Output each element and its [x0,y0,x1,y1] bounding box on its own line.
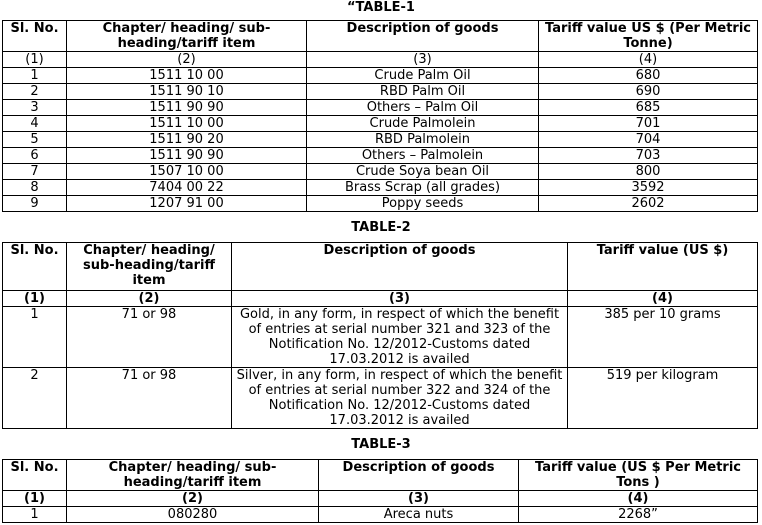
table-row [3,368,758,429]
tariff-value-cell: 701 [539,116,758,132]
table3-header-tariff: Tariff value (US $ Per Metric Tons ) [519,460,758,491]
description-cell: Silver, in any form, in respect of which the benefit of entries at serial number 322 and 324 of the Notification No. 12/2012-Customs dated 17.03.2012 is availed [232,368,568,429]
sl-no-cell: 2 [3,84,67,100]
tariff-value-cell: 704 [539,132,758,148]
tariff-value-cell: 2602 [539,196,758,212]
sl-no-cell: 9 [3,196,67,212]
table1 [2,20,758,212]
tariff-item-cell: 1511 90 10 [67,84,307,100]
tariff-value-cell: 800 [539,164,758,180]
table3-num-3: (3) [319,491,519,507]
tariff-value-cell: 703 [539,148,758,164]
tariff-value-cell: 680 [539,68,758,84]
description-cell: Others – Palmolein [307,148,539,164]
table3-header-chapter: Chapter/ heading/ sub-heading/tariff item [67,460,319,491]
table-row [3,196,758,212]
tariff-item-cell: 1207 91 00 [67,196,307,212]
description-cell: RBD Palm Oil [307,84,539,100]
tariff-item-cell: 1511 90 20 [67,132,307,148]
sl-no-cell: 7 [3,164,67,180]
table3-title: TABLE-3 [351,437,411,452]
tariff-item-cell: 7404 00 22 [67,180,307,196]
table3-header-description: Description of goods [319,460,519,491]
table3-num-2: (2) [67,491,319,507]
table-row [3,68,758,84]
tariff-item-cell: 71 or 98 [67,368,232,429]
table1-header-slno: Sl. No. [3,21,67,52]
table2-header-chapter: Chapter/ heading/ sub-heading/tariff item [67,243,232,291]
table2-header-tariff: Tariff value (US $) [568,243,758,291]
tariff-item-cell: 1511 90 90 [67,148,307,164]
table2-header-slno: Sl. No. [3,243,67,291]
tariff-value-cell: 3592 [539,180,758,196]
table2-num-2: (2) [67,291,232,307]
table3-header-slno: Sl. No. [3,460,67,491]
description-cell: Poppy seeds [307,196,539,212]
table-row [3,148,758,164]
table-row [3,164,758,180]
table1-header-tariff: Tariff value US $ (Per Metric Tonne) [539,21,758,52]
table-row [3,307,758,368]
table1-num-1: (1) [3,52,67,68]
table1-num-3: (3) [307,52,539,68]
sl-no-cell: 5 [3,132,67,148]
table-row [3,132,758,148]
table-row [3,507,758,523]
table1-title: “TABLE-1 [347,0,415,15]
table2-header-description: Description of goods [232,243,568,291]
table-row [3,116,758,132]
tariff-item-cell: 1511 90 90 [67,100,307,116]
table-row [3,100,758,116]
table2-num-3: (3) [232,291,568,307]
table1-header-row [3,21,758,52]
description-cell: Crude Soya bean Oil [307,164,539,180]
sl-no-cell: 1 [3,307,67,368]
table-row [3,84,758,100]
table3-numbering-row [3,491,758,507]
table2-num-1: (1) [3,291,67,307]
tariff-item-cell: 080280 [67,507,319,523]
description-cell: Crude Palm Oil [307,68,539,84]
table3-num-1: (1) [3,491,67,507]
description-cell: Areca nuts [319,507,519,523]
sl-no-cell: 1 [3,68,67,84]
table2-numbering-row [3,291,758,307]
sl-no-cell: 4 [3,116,67,132]
tariff-item-cell: 1511 10 00 [67,68,307,84]
table3-num-4: (4) [519,491,758,507]
tariff-value-cell: 685 [539,100,758,116]
sl-no-cell: 6 [3,148,67,164]
tariff-value-cell: 519 per kilogram [568,368,758,429]
description-cell: Brass Scrap (all grades) [307,180,539,196]
table3 [2,459,758,523]
description-cell: Gold, in any form, in respect of which the benefit of entries at serial number 321 and 323 of the Notification No. 12/2012-Customs dated 17.03.2012 is availed [232,307,568,368]
description-cell: Others – Palm Oil [307,100,539,116]
table1-num-4: (4) [539,52,758,68]
table1-numbering-row [3,52,758,68]
table-row [3,180,758,196]
description-cell: RBD Palmolein [307,132,539,148]
sl-no-cell: 2 [3,368,67,429]
table3-header-row [3,460,758,491]
sl-no-cell: 1 [3,507,67,523]
table1-header-description: Description of goods [307,21,539,52]
table2-num-4: (4) [568,291,758,307]
table2-title: TABLE-2 [351,220,411,235]
table2-header-row [3,243,758,291]
tariff-value-cell: 385 per 10 grams [568,307,758,368]
tariff-item-cell: 71 or 98 [67,307,232,368]
tariff-item-cell: 1507 10 00 [67,164,307,180]
sl-no-cell: 3 [3,100,67,116]
table1-num-2: (2) [67,52,307,68]
tariff-value-cell: 690 [539,84,758,100]
tariff-value-cell: 2268” [519,507,758,523]
table2 [2,242,758,429]
sl-no-cell: 8 [3,180,67,196]
description-cell: Crude Palmolein [307,116,539,132]
tariff-item-cell: 1511 10 00 [67,116,307,132]
table1-header-chapter: Chapter/ heading/ sub-heading/tariff item [67,21,307,52]
